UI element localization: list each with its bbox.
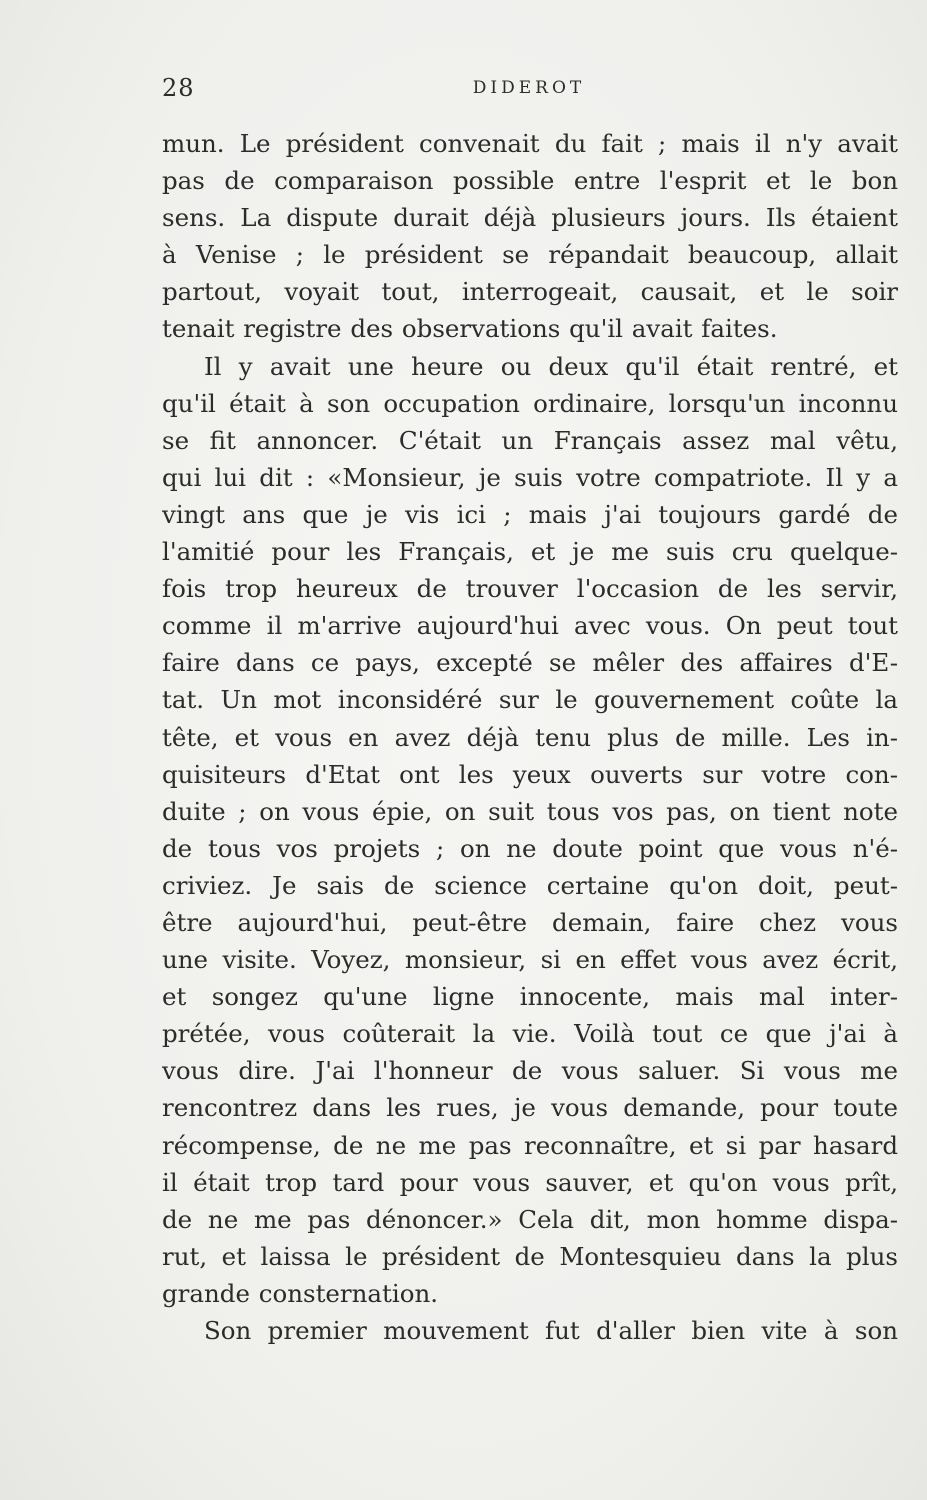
text-line: rut, et laissa le président de Montesquieu dans la plus <box>162 1241 898 1271</box>
text-line: partout, voyait tout, interrogeait, causait, et le soir <box>162 277 898 307</box>
text-line: criviez. Je sais de science certaine qu'on doit, peut- <box>162 870 898 900</box>
text-line: grande consternation. <box>162 1278 439 1308</box>
text-line: être aujourd'hui, peut-être demain, faire chez vous <box>162 907 898 937</box>
text-line: sens. La dispute durait déjà plusieurs jours. Ils étaient <box>162 203 898 233</box>
text-line: à Venise ; le président se répandait beaucoup, allait <box>162 240 898 270</box>
text-line: récompense, de ne me pas reconnaître, et si par hasard <box>162 1130 898 1160</box>
page-number: 28 <box>162 74 195 102</box>
text-line: une visite. Voyez, monsieur, si en effet vous avez écrit, <box>162 945 898 975</box>
text-line: l'amitié pour les Français, et je me suis cru quelque- <box>162 537 898 567</box>
text-line: comme il m'arrive aujourd'hui avec vous. On peut tout <box>162 611 898 641</box>
text-line: il était trop tard pour vous sauver, et qu'on vous prît, <box>162 1167 898 1197</box>
text-line: vous dire. J'ai l'honneur de vous saluer. Si vous me <box>162 1056 898 1086</box>
text-line: de tous vos projets ; on ne doute point que vous n'é- <box>162 833 898 863</box>
text-line: et songez qu'une ligne innocente, mais mal inter- <box>162 982 898 1012</box>
text-line: pas de comparaison possible entre l'esprit et le bon <box>162 166 898 196</box>
page-header <box>162 74 896 106</box>
paragraph-start-line: Son premier mouvement fut d'aller bien vite à son <box>204 1316 898 1345</box>
text-line: tenait registre des observations qu'il avait faites. <box>162 314 778 344</box>
text-line: rencontrez dans les rues, je vous demande, pour toute <box>162 1093 898 1123</box>
text-line: tat. Un mot inconsidéré sur le gouvernement coûte la <box>162 685 898 715</box>
text-line: duite ; on vous épie, on suit tous vos pas, on tient note <box>162 796 898 826</box>
body-text <box>162 125 898 1349</box>
text-line: vingt ans que je vis ici ; mais j'ai toujours gardé de <box>162 499 898 529</box>
text-line: qui lui dit : «Monsieur, je suis votre compatriote. Il y a <box>162 462 898 492</box>
text-line: mun. Le président convenait du fait ; mais il n'y avait <box>162 129 898 158</box>
text-line: tête, et vous en avez déjà tenu plus de mille. Les in- <box>162 722 898 752</box>
text-line: quisiteurs d'Etat ont les yeux ouverts sur votre con- <box>162 759 898 789</box>
running-title: DIDEROT <box>472 78 586 98</box>
text-line: fois trop heureux de trouver l'occasion de les servir, <box>162 574 898 604</box>
text-line: qu'il était à son occupation ordinaire, lorsqu'un inconnu <box>162 388 898 418</box>
paragraph-start-line: Il y avait une heure ou deux qu'il était rentré, et <box>204 351 898 381</box>
text-line: de ne me pas dénoncer.» Cela dit, mon homme dispa- <box>162 1204 898 1234</box>
text-line: prétée, vous coûterait la vie. Voilà tout ce que j'ai à <box>162 1019 898 1049</box>
text-line: faire dans ce pays, excepté se mêler des affaires d'E- <box>162 648 898 678</box>
text-line: se fit annoncer. C'était un Français assez mal vêtu, <box>162 425 898 455</box>
